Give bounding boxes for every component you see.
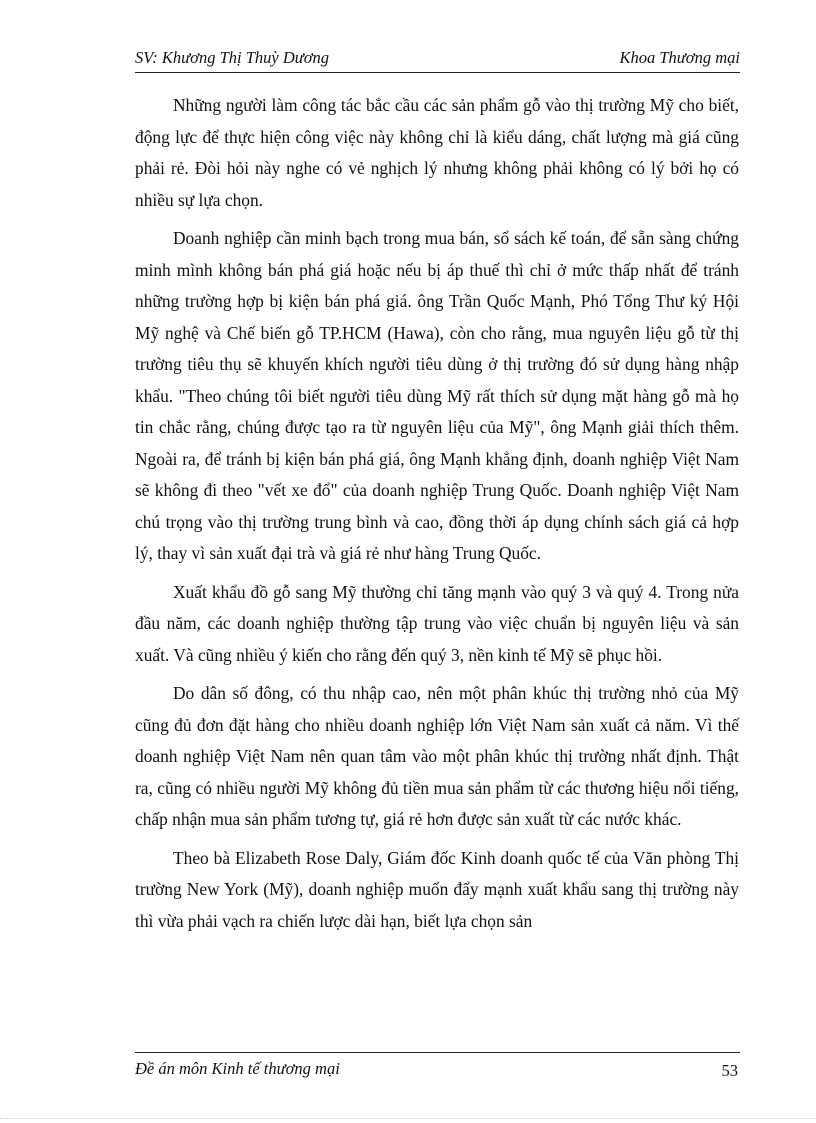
paragraph-2: Doanh nghiệp cần minh bạch trong mua bán, sổ sách kế toán, để sẵn sàng chứng minh mình không bán phá giá hoặc nếu bị áp thuế thì chỉ ở mức thấp nhất để tránh những trường hợp bị kiện bán phá giá. ông Trần Quốc Mạnh, Phó Tổng Thư ký Hội Mỹ nghệ và Chế biến gỗ TP.HCM (Hawa), còn cho rằng, mua nguyên liệu gỗ từ thị trường tiêu thụ sẽ khuyến khích người tiêu dùng ở thị trường đó sử dụng hàng nhập khẩu. "Theo chúng tôi biết người tiêu dùng Mỹ rất thích sử dụng mặt hàng gỗ mà họ tin chắc rằng, chúng được tạo ra từ nguyên liệu của Mỹ", ông Mạnh giải thích thêm. Ngoài ra, để tránh bị kiện bán phá giá, ông Mạnh khẳng định, doanh nghiệp Việt Nam sẽ không đi theo "vết xe đổ" của doanh nghiệp Trung Quốc. Doanh nghiệp Việt Nam chú trọng vào thị trường trung bình và cao, đồng thời áp dụng chính sách giá cả hợp lý, thay vì sản xuất đại trà và giá rẻ như hàng Trung Quốc.: [135, 228, 739, 563]
paragraph-3: Xuất khẩu đồ gỗ sang Mỹ thường chỉ tăng mạnh vào quý 3 và quý 4. Trong nửa đầu năm, các doanh nghiệp thường tập trung vào việc chuẩn bị nguyên liệu và sản xuất. Và cũng nhiều ý kiến cho rằng đến quý 3, nền kinh tế Mỹ sẽ phục hồi.: [135, 581, 739, 665]
header-author: SV: Khương Thị Thuỳ Dương: [135, 48, 330, 67]
paragraph-4: Do dân số đông, có thu nhập cao, nên một phân khúc thị trường nhỏ của Mỹ cũng đủ đơn đặt hàng cho nhiều doanh nghiệp lớn Việt Nam sản xuất cả năm. Vì thế doanh nghiệp Việt Nam nên quan tâm vào một phân khúc thị trường nhất định. Thật ra, cũng có nhiều người Mỹ không đủ tiền mua sản phẩm từ các thương hiệu nổi tiếng, chấp nhận mua sản phẩm tương tự, giá rẻ hơn được sản xuất từ các nước khác.: [135, 683, 739, 829]
page-edge-divider: [0, 1118, 816, 1119]
page-header: [135, 48, 740, 73]
document-body: [135, 90, 739, 944]
header-department: Khoa Thương mại: [619, 48, 740, 67]
paragraph-5: Theo bà Elizabeth Rose Daly, Giám đốc Kinh doanh quốc tế của Văn phòng Thị trường New York (Mỹ), doanh nghiệp muốn đẩy mạnh xuất khẩu sang thị trường này thì vừa phải vạch ra chiến lược dài hạn, biết lựa chọn sản: [135, 847, 739, 931]
page-number: 53: [721, 1061, 738, 1080]
page-footer: [135, 1052, 740, 1081]
footer-title: Đề án môn Kinh tế thương mại: [135, 1059, 340, 1078]
paragraph-1: Những người làm công tác bắc cầu các sản phẩm gỗ vào thị trường Mỹ cho biết, động lực để thực hiện công việc này không chỉ là kiểu dáng, chất lượng mà giá cũng phải rẻ. Đòi hỏi này nghe có vẻ nghịch lý nhưng không phải không có lý bởi họ có nhiều sự lựa chọn.: [135, 95, 739, 210]
